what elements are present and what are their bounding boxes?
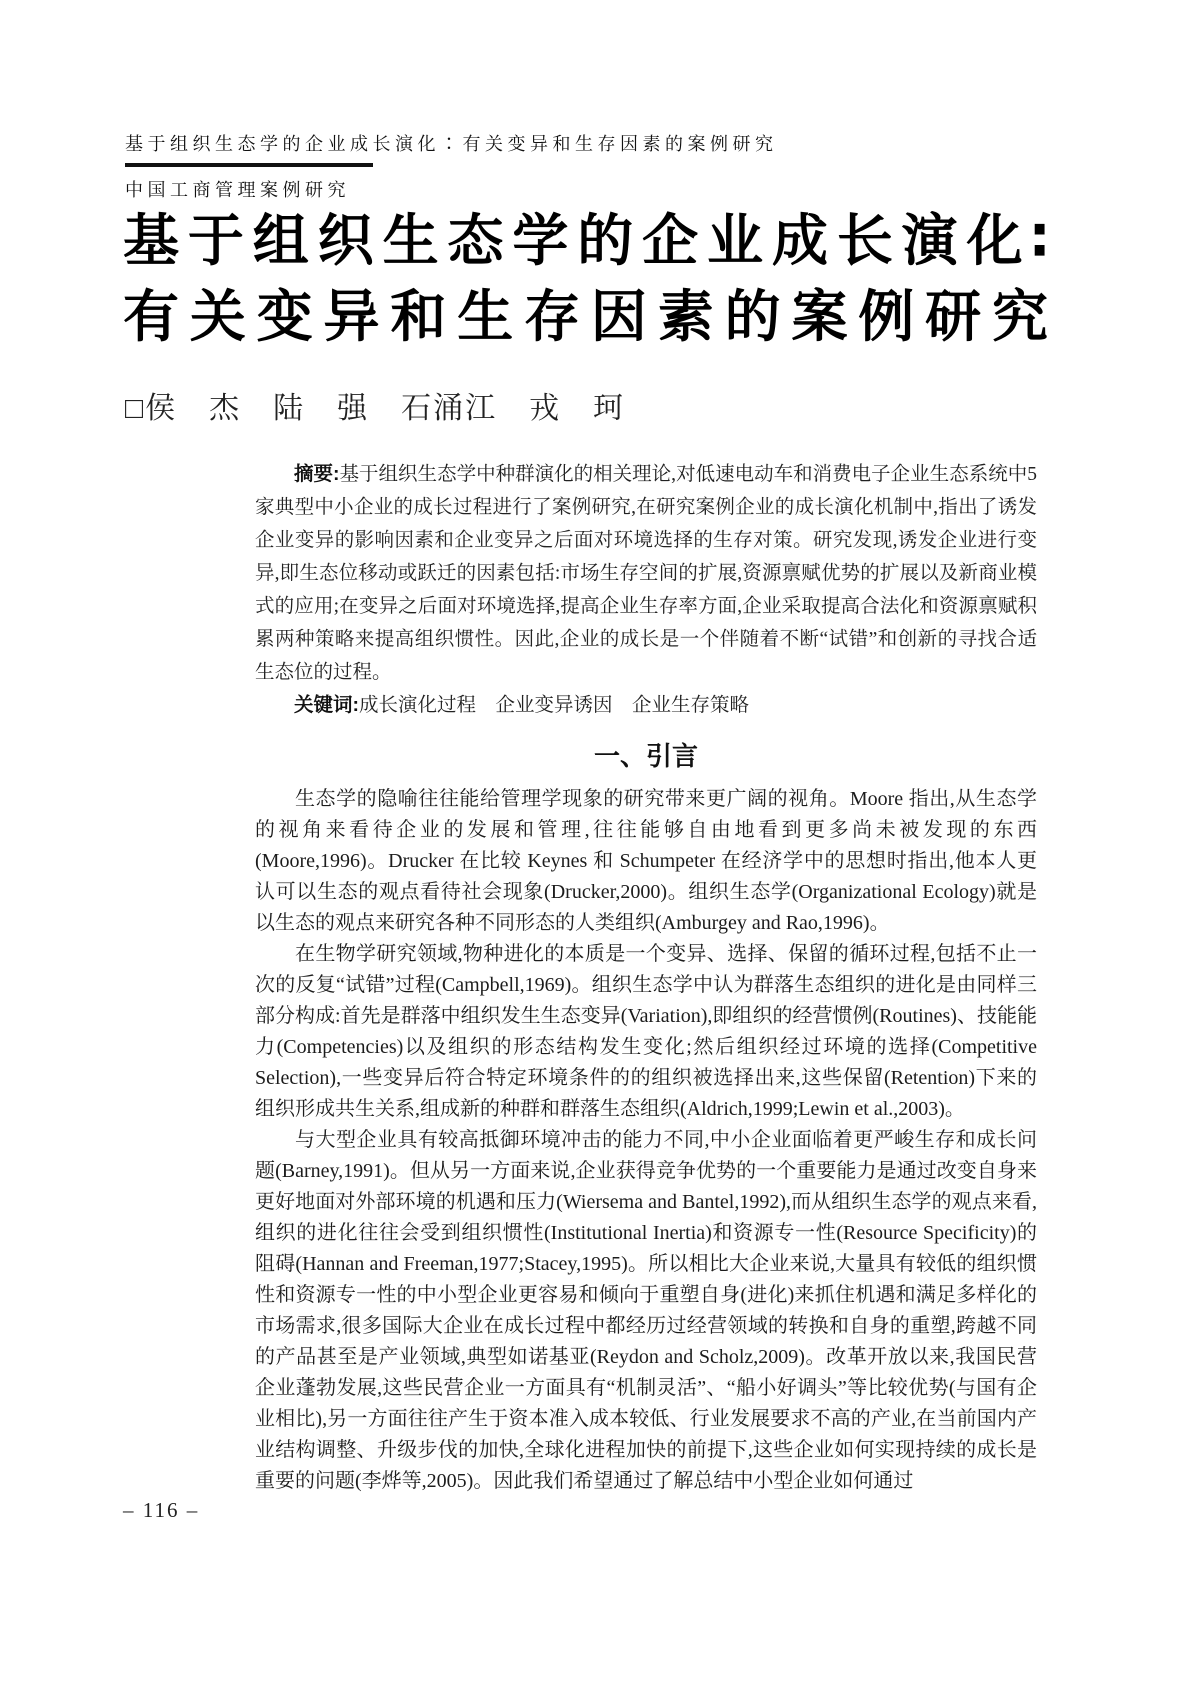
- abstract-text: 基于组织生态学中种群演化的相关理论,对低速电动车和消费电子企业生态系统中5家典型中小企业的成长过程进行了案例研究,在研究案例企业的成长演化机制中,指出了诱发企业变异的影响因素和企业变异之后面对环境选择的生存对策。研究发现,诱发企业进行变异,即生态位移动或跃迁的因素包括:市场生存空间的扩展,资源禀赋优势的扩展以及新商业模式的应用;在变异之后面对环境选择,提高企业生存率方面,企业采取提高合法化和资源禀赋积累两种策略来提高组织惯性。因此,企业的成长是一个伴随着不断“试错”和创新的寻找合适生态位的过程。: [255, 464, 1037, 683]
- abstract-label: 摘要:: [294, 463, 340, 485]
- authors-byline: □侯 杰 陆 强 石涌江 戎 珂: [125, 392, 626, 425]
- keywords-label: 关键词:: [294, 694, 359, 716]
- running-title: 基于组织生态学的企业成长演化∶有关变异和生存因素的案例研究: [125, 134, 778, 154]
- body-paragraph-3: 与大型企业具有较高抵御环境冲击的能力不同,中小企业面临着更严峻生存和成长问题(Barney,1991)。但从另一方面来说,企业获得竞争优势的一个重要能力是通过改变自身来更好地面对外部环境的机遇和压力(Wiersema and Bantel,1992),而从组织生态学的观点来看,组织的进化往往会受到组织惯性(Institutional Inertia)和资源专一性(Resource Specificity)的阻碍(Hannan and Freeman,1977;Stacey,1995)。所以相比大企业来说,大量具有较低的组织惯性和资源专一性的中小型企业更容易和倾向于重塑自身(进化)来抓住机遇和满足多样化的市场需求,很多国际大企业在成长过程中都经历过经营领域的转换和自身的重塑,跨越不同的产品甚至是产业领域,典型如诺基亚(Reydon and Scholz,2009)。改革开放以来,我国民营企业蓬勃发展,这些民营企业一方面具有“机制灵活”、“船小好调头”等比较优势(与国有企业相比),另一方面往往产生于资本准入成本较低、行业发展要求不高的产业,在当前国内产业结构调整、升级步伐的加快,全球化进程加快的前提下,这些企业如何实现持续的成长是重要的问题(李烨等,2005)。因此我们希望通过了解总结中小型企业如何通过: [255, 1129, 1037, 1492]
- article-title-line1: 基于组织生态学的企业成长演化∶: [123, 209, 1048, 272]
- body-paragraph-2: 在生物学研究领域,物种进化的本质是一个变异、选择、保留的循环过程,包括不止一次的反复“试错”过程(Campbell,1969)。组织生态学中认为群落生态组织的进化是由同样三部分构成:首先是群落中组织发生生态变异(Variation),即组织的经营惯例(Routines)、技能能力(Competencies)以及组织的形态结构发生变化;然后组织经过环境的选择(Competitive Selection),一些变异后符合特定环境条件的的组织被选择出来,这些保留(Retention)下来的组织形成共生关系,组成新的种群和群落生态组织(Aldrich,1999;Lewin et al.,2003)。: [255, 943, 1037, 1120]
- article-body: [255, 784, 1037, 1497]
- body-paragraph-1: 生态学的隐喻往往能给管理学现象的研究带来更广阔的视角。Moore 指出,从生态学的视角来看待企业的发展和管理,往往能够自由地看到更多尚未被发现的东西(Moore,1996)。Drucker 在比较 Keynes 和 Schumpeter 在经济学中的思想时指出,他本人更认可以生态的观点看待社会现象(Drucker,2000)。组织生态学(Organizational Ecology)就是以生态的观点来研究各种不同形态的人类组织(Amburgey and Rao,1996)。: [255, 788, 1037, 934]
- abstract-paragraph: [255, 458, 1037, 689]
- page-number: – 116 –: [123, 1498, 200, 1522]
- abstract-section: [255, 458, 1037, 722]
- header-rule: [125, 163, 373, 167]
- article-title: [123, 203, 1048, 355]
- keywords-line: [255, 689, 1037, 722]
- keywords-list: 成长演化过程 企业变异诱因 企业生存策略: [359, 695, 750, 716]
- article-title-line2: 有关变异和生存因素的案例研究: [123, 285, 1048, 348]
- series-label: 中国工商管理案例研究: [125, 180, 350, 200]
- section-heading-introduction: 一、引言: [593, 741, 698, 771]
- page-header: [125, 130, 845, 202]
